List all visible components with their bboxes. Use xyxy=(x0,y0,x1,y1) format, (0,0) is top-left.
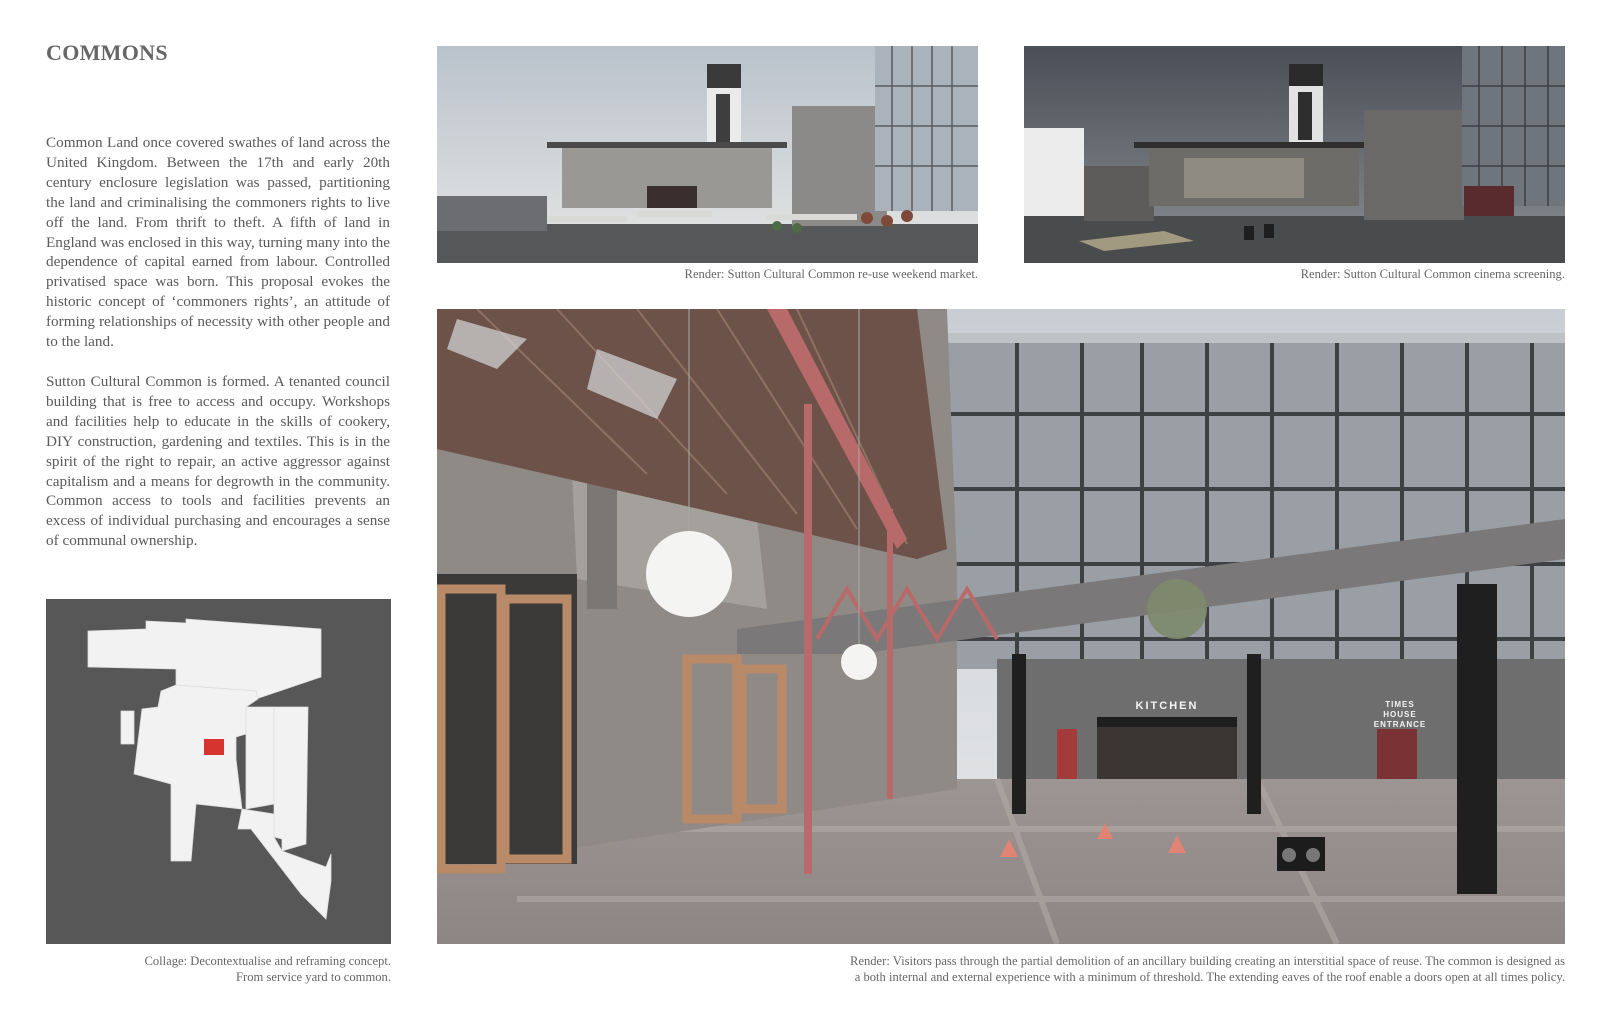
main-render-caption xyxy=(700,953,1565,985)
intro-paragraph-1: Common Land once covered swathes of land across the United Kingdom. Between the 17th and early 20th century enclosure legislation was passed, partitioning the land and criminalising the commoners rights to live off the land. From thrift to theft. A fifth of land in England was enclosed in this way, turning many into the dependence of capital earned from labour. Controlled privatised space was born. This proposal evokes the historic concept of ‘commoners rights’, an attitude of forming relationships of necessity with other people and to the land. xyxy=(46,134,390,351)
collage-image xyxy=(46,599,391,944)
main-render-caption-line-2: a both internal and external experience with a minimum of threshold. The extending eaves of the roof enable a doors open at all times policy. xyxy=(854,970,1565,984)
page-title: COMMONS xyxy=(46,40,168,65)
intro-paragraph-2: Sutton Cultural Common is formed. A tenanted council building that is free to access and occupy. Workshops and facilities help to educate in the skills of cookery, DIY construction, gardening and textiles. This is in the spirit of the right to repair, an active aggressor against capitalism and a means for degrowth in the community. Common access to tools and facilities prevents an excess of individual purchasing and encourages a sense of communal ownership. xyxy=(46,373,390,550)
cinema-render-caption: Render: Sutton Cultural Common cinema screening. xyxy=(1300,267,1565,281)
times-house-sign-line-2: HOUSE xyxy=(1383,710,1417,719)
times-house-sign-line-3: ENTRANCE xyxy=(1373,720,1427,729)
market-render-caption: Render: Sutton Cultural Common re-use weekend market. xyxy=(684,267,978,281)
collage-caption-line-1: Collage: Decontextualise and reframing concept. xyxy=(144,954,391,968)
collage-caption xyxy=(46,953,391,985)
cinema-render-image xyxy=(1024,46,1565,263)
collage-caption-line-2: From service yard to common. xyxy=(236,970,391,984)
market-render-image xyxy=(437,46,978,263)
main-render-image xyxy=(437,309,1565,944)
main-render-caption-line-1: Render: Visitors pass through the partial demolition of an ancillary building creating an interstitial space of reuse. The common is designed as xyxy=(849,954,1565,968)
times-house-sign-line-1: TIMES xyxy=(1385,700,1415,709)
kitchen-sign: KITCHEN xyxy=(1135,700,1199,712)
